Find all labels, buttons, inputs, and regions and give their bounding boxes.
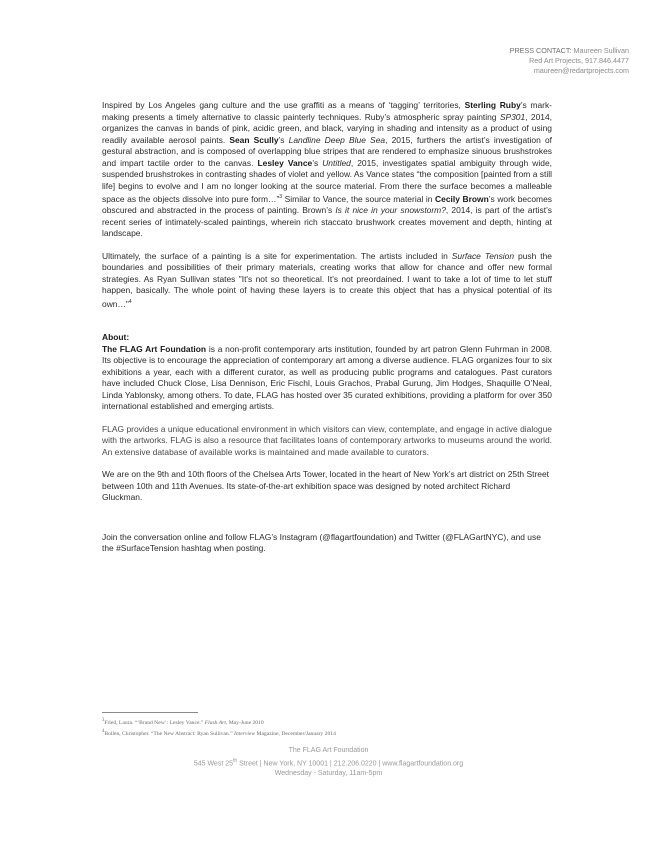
artist-name: Cecily Brown [435, 193, 489, 204]
artwork-title: Landline Deep Blue Sea [288, 134, 386, 145]
education-paragraph: FLAG provides a unique educational environment in which visitors can view, contemplate, and engage in active dialogue with the artworks. FLAG is also a resource that facilitates loans of contemporary artworks to museums around the world. An extensive database of available works is maintained and made available to curators. [102, 423, 552, 457]
press-contact-company: Red Art Projects, 917.846.4477 [529, 56, 629, 65]
press-contact-email: maureen@redartprojects.com [533, 66, 629, 75]
footnote-divider [102, 712, 198, 713]
artist-name: Sean Scully [229, 134, 279, 145]
org-name: The FLAG Art Foundation [102, 343, 207, 354]
exhibition-title: Surface Tension [451, 250, 515, 261]
press-contact-label: PRESS CONTACT: [509, 46, 572, 55]
footnote-ref: 4 [128, 298, 132, 305]
footer-hours: Wednesday - Saturday, 11am-5pm [274, 770, 383, 778]
footer-org: The FLAG Art Foundation [288, 747, 369, 754]
artwork-title: Untitled [322, 157, 351, 168]
artwork-title: Is it nice in your snowstorm? [335, 205, 446, 216]
footnote-ref: 3 [279, 194, 283, 200]
press-contact [510, 46, 629, 76]
artist-name: Lesley Vance [257, 157, 313, 168]
artists-paragraph: Inspired by Los Angeles gang culture and the use graffiti as a means of ‘tagging’ territories, Sterling Ruby’s mark-making presents a timely alternative to classic painterly techniques. Ruby’s atmospheric spray painting SP301, 2014, organizes the canvas in bands of pink, acidic green, and black, varying in shading and intensity as a product of using readily available aerosol paints. Sean Scully’s Landline Deep Blue Sea, 2015, furthers the artist’s investigation of gestural abstraction, and is composed of overlapping blue stripes that are rendered to emphasize sinuous brushstrokes and impart tactile order to the canvas. Lesley Vance’s Untitled, 2015, investigates spatial ambiguity through wide, suspended brushstrokes in contrasting shades of violet and yellow. As Vance states “the composition [painted from a still life] begins to evolve and I am no longer looking at the source material. From there the surface becomes a malleable space as the objects dissolve into pure form…”$^3$ Similar to Vance, the source material in Cecily Brown’s work becomes obscured and abstracted in the process of painting. Brown’s Is it nice in your snowstorm?, 2014, is part of the artist’s recent series of intimately-scaled paintings, wherein rich staccato brushwork creates movement and depth, hinting at landscape. [102, 100, 553, 239]
about-heading: About: [102, 332, 130, 343]
press-contact-name: Maureen Sullivan [573, 46, 629, 55]
social-paragraph: Join the conversation online and follow FLAG’s Instagram (@flagartfoundation) and Twitter (@FLAGartNYC), and use the #SurfaceTension hashtag when posting. [102, 531, 541, 554]
artist-name: Sterling Ruby [464, 100, 521, 110]
document-body [102, 100, 552, 566]
footer-address: 545 West 25th Street | New York, NY 10001 | 212.206.0220 | www.flagartfoundation.org [193, 758, 464, 768]
about-paragraph: The FLAG Art Foundation is a non-profit contemporary arts institution, founded by art patron Glenn Fuhrman in 2008. Its objective is to encourage the appreciation of contemporary art among a diverse audience. FLAG organizes four to six exhibitions a year, each with a different curator, as well as producing public programs and catalogues. Past curators have included Chuck Close, Lisa Dennison, Eric Fischl, Louis Grachos, Prabal Gurung, Jim Hodges, Shaquille O’Neal, Linda Yablonsky, among others. To date, FLAG has hosted over 35 curated exhibitions, providing a platform for over 350 international established and emerging artists. [102, 343, 552, 412]
footnotes [102, 717, 502, 738]
location-paragraph: We are on the 9th and 10th floors of the Chelsea Arts Tower, located in the heart of New York’s art district on 25th Street between 10th and 11th Avenues. Its state-of-the-art exhibition space was designed by noted architect Richard Gluckman. [102, 469, 549, 503]
footnote-3: $^3$Fried, Laura. “‘Brand New’: Lesley Vance.” Flash Art, May-June 2010 [102, 718, 264, 726]
surface-paragraph: Ultimately, the surface of a painting is a site for experimentation. The artists included in Surface Tension push the boundaries and possibilities of their primary materials, creating works that allow for chance and offer new formal strategies. As Ryan Sullivan states "It's not so theoretical. It's not preordained. I want to take a lot of time to let stuff happen, basically. The whole point of having these layers is to create this object that has a physical potential of its own…"$^4$ [102, 250, 552, 309]
artwork-title: SP301 [499, 111, 526, 122]
page-footer [0, 746, 657, 779]
footnote-4: $^4$Bollen, Christopher. “The New Abstract: Ryan Sullivan.” Interview Magazine, December/January 2014 [102, 728, 336, 737]
